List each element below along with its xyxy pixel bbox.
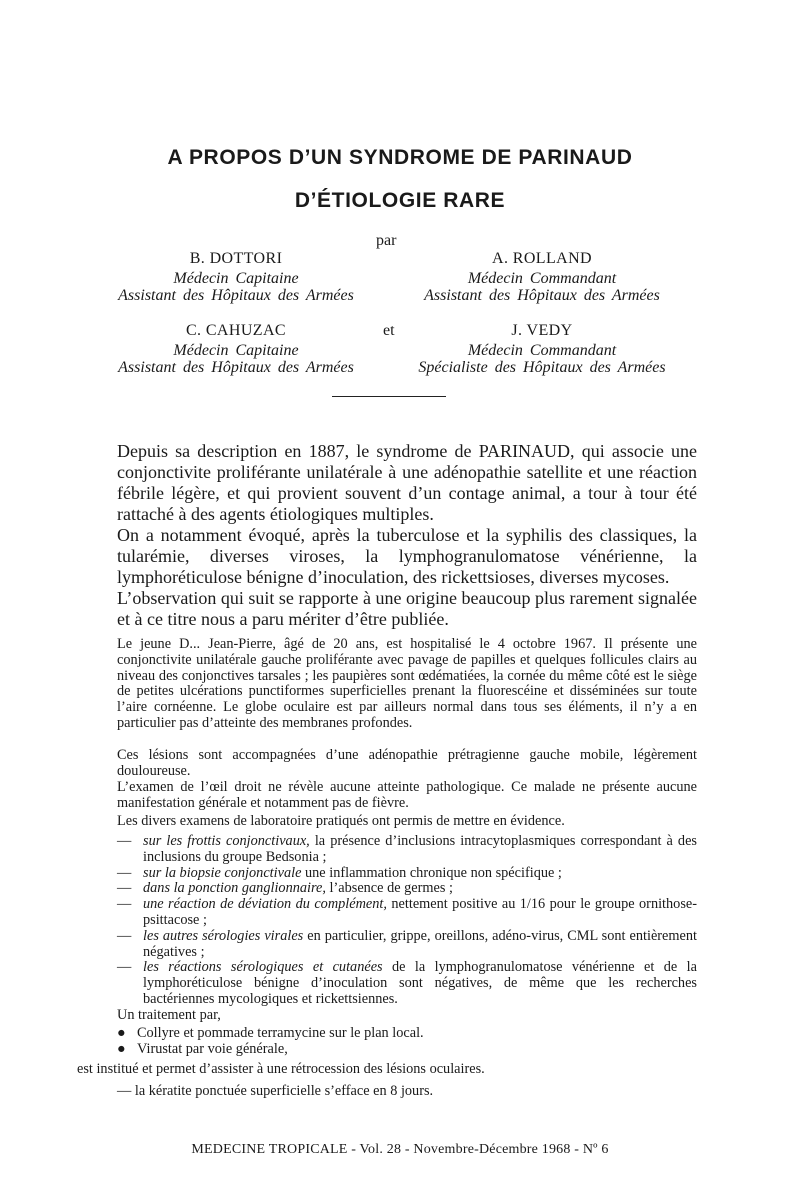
treatment-list [117,1026,697,1058]
intro-text: Depuis sa description en 1887, le syndrome de PARINAUD, qui associe une conjonctivite proliférante unilatérale à une adénopathie satellite et une réaction fébrile légère, et qui provient souvent d’un contage animal, a tour à tour été rattaché à des agents étiologiques multiples. [117,441,697,524]
intro-paragraph-2 [117,525,697,588]
title-line-1: A PROPOS D’UN SYNDROME DE PARINAUD [167,146,633,169]
author-name: B. DOTTORI [189,250,283,267]
author-vedy [382,322,702,376]
treatment-intro: Un traitement par, [117,1007,221,1023]
case-text: Ces lésions sont accompagnées d’une adénopathie prétragienne gauche mobile, légèrement douloureuse. [117,747,697,779]
finding-item: — les réactions sérologiques et cutanées de la lymphogranulomatose vénérienne et de la lymphoréticulose bénigne d’inoculation sont négatives, de même que les recherches bactériennes mycologiques et rickettsiennes. [117,959,697,1007]
author-name: J. VEDY [511,322,573,339]
case-paragraph-1 [117,637,697,732]
journal-footer: MEDECINE TROPICALE - Vol. 28 - Novembre-Décembre 1968 - Nº 6 [191,1142,609,1157]
separator-rule [332,396,446,397]
author-rank: Médecin Commandant [467,342,617,359]
intro-paragraph-3 [117,588,697,630]
par-label: par [376,232,397,249]
finding-item: — sur la biopsie conjonctivale une inflammation chronique non spécifique ; [117,864,562,881]
finding-item: — dans la ponction ganglionnaire, l’absence de germes ; [117,880,453,897]
finding-item: — les autres sérologies virales en particulier, grippe, oreillons, adéno-virus, CML sont entièrement négatives ; [117,927,697,960]
author-rank: Médecin Commandant [467,270,617,287]
case-text: Le jeune D... Jean-Pierre, âgé de 20 ans, est hospitalisé le 4 octobre 1967. Il présente une conjonctivite unilatérale gauche proliférante avec pavage de papilles et quelques follicules clairs au niveau des conjonctives tarsales ; les paupières sont œdématiées, la cornée du même côté est le siège de petites ulcérations punctiformes superficielles prenant la fluorescéine et disséminées sur toute l’aire cornéenne. Le globe oculaire est par ailleurs normal dans tous ses éléments, il n’y a en particulier pas d’atteinte des membranes profondes. [117,636,697,731]
finding-item: — une réaction de déviation du complément, nettement positive au 1/16 pour le groupe ornithose-psittacose ; [117,896,697,928]
et-label: et [383,322,395,339]
author-role: Assistant des Hôpitaux des Armées [424,287,660,304]
case-text: Les divers examens de laboratoire pratiqués ont permis de mettre en évidence. [117,813,565,829]
author-rank: Médecin Capitaine [173,270,299,287]
treatment-item: ● Virustat par voie générale, [117,1040,288,1057]
author-role: Assistant des Hôpitaux des Armées [118,287,354,304]
author-name: A. ROLLAND [492,250,592,267]
author-name: C. CAHUZAC [185,322,286,339]
author-role: Assistant des Hôpitaux des Armées [118,359,354,376]
case-text: L’examen de l’œil droit ne révèle aucune atteinte pathologique. Ce malade ne présente aucune manifestation générale et notamment pas de fièvre. [117,779,697,811]
findings-list [117,834,697,1008]
author-rolland [382,250,702,304]
case-paragraph-3 [117,780,697,812]
author-dottori [76,250,396,304]
author-role: Spécialiste des Hôpitaux des Armées [418,359,666,376]
title-line-2: D’ÉTIOLOGIE RARE [294,189,506,212]
author-rank: Médecin Capitaine [173,342,299,359]
finding-item: — sur les frottis conjonctivaux, la présence d’inclusions intracytoplasmiques correspondant à des inclusions du groupe Bedsonia ; [117,833,697,865]
intro-paragraph-1 [117,441,697,525]
case-paragraph-4 [117,814,697,830]
author-cahuzac [76,322,396,376]
keratite-note: — la kératite ponctuée superficielle s’efface en 8 jours. [117,1083,434,1099]
treatment-item: ● Collyre et pommade terramycine sur le plan local. [117,1025,424,1041]
treatment-result: est institué et permet d’assister à une rétrocession des lésions oculaires. [77,1061,485,1077]
case-paragraph-2 [117,748,697,780]
intro-text: On a notamment évoqué, après la tuberculose et la syphilis des classiques, la tularémie, diverses viroses, la lymphogranulomatose vénérienne, la lymphoréticulose bénigne d’inoculation, des rickettsioses, diverses mycoses. [117,525,697,587]
intro-text: L’observation qui suit se rapporte à une origine beaucoup plus rarement signalée et à ce titre nous a paru mériter d’être publiée. [117,588,697,629]
